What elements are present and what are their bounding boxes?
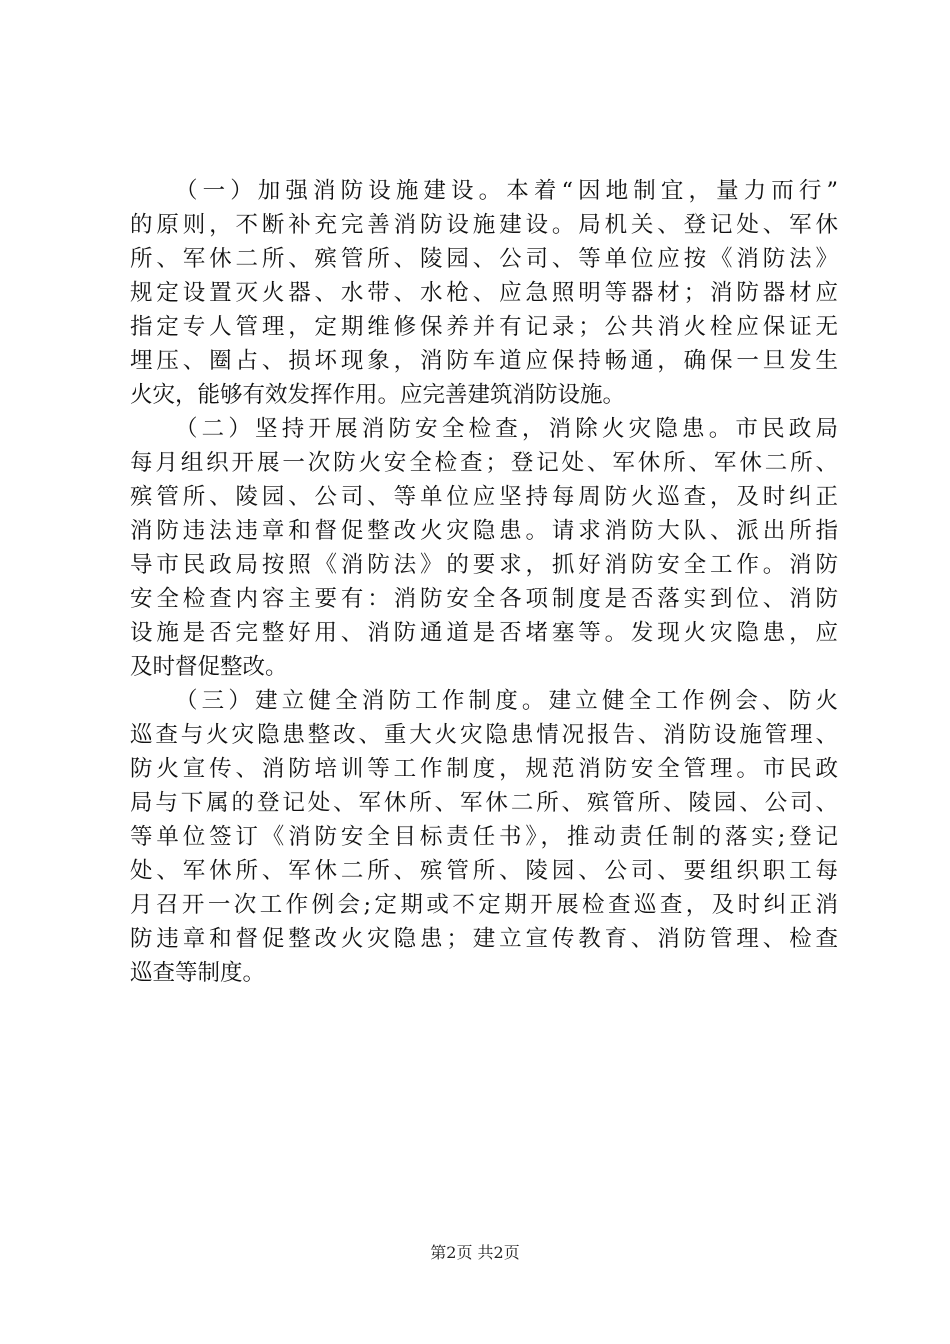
text-line: 及时督促整改。: [130, 654, 288, 680]
text-line: 等单位签订《消防安全目标责任书》，推动责任制的落实;登记: [130, 824, 838, 850]
text-line: 月召开一次工作例会;定期或不定期开展检查巡查，及时纠正消: [130, 892, 838, 918]
text-line: 设施是否完整好用、消防通道是否堵塞等。发现火灾隐患，应: [130, 620, 838, 646]
text-line: 每月组织开展一次防火安全检查；登记处、军休所、军休二所、: [130, 450, 838, 476]
text-line: （三）建立健全消防工作制度。建立健全工作例会、防火: [175, 688, 838, 714]
text-line: 防火宣传、消防培训等工作制度，规范消防安全管理。市民政: [130, 756, 838, 782]
text-line: 埋压、圈占、损坏现象，消防车道应保持畅通，确保一旦发生: [130, 348, 838, 374]
text-line: 火灾，能够有效发挥作用。应完善建筑消防设施。: [130, 382, 626, 408]
text-line: 规定设置灭火器、水带、水枪、应急照明等器材；消防器材应: [130, 280, 838, 306]
paragraph-2: [130, 412, 838, 684]
document-body: [130, 174, 838, 990]
text-line: 导市民政局按照《消防法》的要求，抓好消防安全工作。消防: [130, 552, 838, 578]
text-line: 防违章和督促整改火灾隐患；建立宣传教育、消防管理、检查: [130, 926, 838, 952]
paragraph-1: [130, 174, 838, 412]
text-line: （一）加强消防设施建设。本着“因地制宜，量力而行”: [175, 178, 838, 204]
text-line: 巡查与火灾隐患整改、重大火灾隐患情况报告、消防设施管理、: [130, 722, 838, 748]
text-line: 消防违法违章和督促整改火灾隐患。请求消防大队、派出所指: [130, 518, 838, 544]
text-line: 处、军休所、军休二所、殡管所、陵园、公司、要组织职工每: [130, 858, 838, 884]
text-line: 安全检查内容主要有：消防安全各项制度是否落实到位、消防: [130, 586, 838, 612]
text-line: 所、军休二所、殡管所、陵园、公司、等单位应按《消防法》: [130, 246, 838, 272]
text-line: 殡管所、陵园、公司、等单位应坚持每周防火巡查，及时纠正: [130, 484, 838, 510]
paragraph-3: [130, 684, 838, 990]
text-line: 局与下属的登记处、军休所、军休二所、殡管所、陵园、公司、: [130, 790, 838, 816]
text-line: （二）坚持开展消防安全检查，消除火灾隐患。市民政局: [175, 416, 838, 442]
page-number-footer: 第2页 共2页: [430, 1243, 520, 1262]
text-line: 的原则，不断补充完善消防设施建设。局机关、登记处、军休: [130, 212, 838, 238]
text-line: 巡查等制度。: [130, 960, 266, 986]
text-line: 指定专人管理，定期维修保养并有记录；公共消火栓应保证无: [130, 314, 838, 340]
